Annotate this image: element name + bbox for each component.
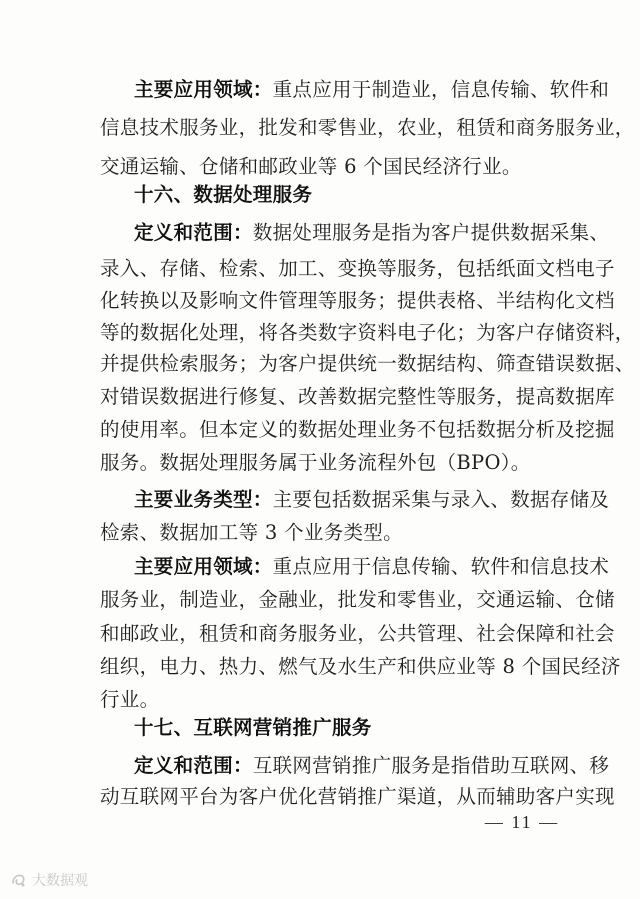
paragraph-line: 化转换以及影响文件管理等服务；提供表格、半结构化文档 xyxy=(100,289,615,312)
paragraph-line: 检索、数据加工等 3 个业务类型。 xyxy=(100,521,403,544)
paragraph-line xyxy=(134,221,610,245)
page-number: — 11 — xyxy=(484,812,560,832)
paragraph-line: 服务。数据处理服务属于业务流程外包（BPO）。 xyxy=(100,451,531,474)
paragraph-line: 信息技术服务业，批发和零售业，农业，租赁和商务服务业， xyxy=(100,116,635,139)
paragraph-label: 主要应用领域： xyxy=(134,78,273,101)
paragraph-line: 录入、存储、检索、加工、变换等服务，包括纸面文档电子 xyxy=(100,257,615,280)
paragraph-line: 和邮政业，租赁和商务服务业，公共管理、社会保障和社会 xyxy=(100,622,615,645)
paragraph-text: 主要包括数据采集与录入、数据存储及 xyxy=(272,488,610,511)
paragraph-line: 动互联网平台为客户优化营销推广渠道，从而辅助客户实现 xyxy=(100,785,615,808)
paragraph-line: 交通运输、仓储和邮政业等 6 个国民经济行业。 xyxy=(100,155,522,178)
paragraph-text: 互联网营销推广服务是指借助互联网、移 xyxy=(252,754,610,777)
paragraph-line: 对错误数据进行修复、改善数据完整性等服务，提高数据库 xyxy=(100,385,615,408)
section-heading: 十六、数据处理服务 xyxy=(134,183,313,206)
paragraph-label: 定义和范围： xyxy=(134,754,253,777)
paragraph-text: 重点应用于制造业，信息传输、软件和 xyxy=(272,78,610,101)
paragraph-line xyxy=(134,78,610,102)
paragraph-line: 行业。 xyxy=(100,688,160,711)
paragraph-label: 定义和范围： xyxy=(134,221,253,244)
paragraph-text: 数据处理服务是指为客户提供数据采集、 xyxy=(252,221,610,244)
watermark xyxy=(10,868,88,892)
paragraph-line xyxy=(134,555,610,579)
paragraph-line: 的使用率。但本定义的数据处理业务不包括数据分析及挖掘 xyxy=(100,418,615,441)
paragraph-line xyxy=(134,488,610,512)
paragraph-label: 主要业务类型： xyxy=(134,488,273,511)
paragraph-label: 主要应用领域： xyxy=(134,555,273,578)
paragraph-line xyxy=(134,754,610,778)
paragraph-line: 等的数据化处理，将各类数字资料电子化；为客户存储资料， xyxy=(100,321,635,344)
paragraph-line: 并提供检索服务；为客户提供统一数据结构、筛查错误数据、 xyxy=(100,352,635,375)
paragraph-line: 服务业，制造业，金融业，批发和零售业，交通运输、仓储 xyxy=(100,588,615,611)
watermark-text: 大数据观 xyxy=(32,873,88,889)
brand-logo-icon xyxy=(10,871,28,889)
section-heading: 十七、互联网营销推广服务 xyxy=(134,716,372,739)
paragraph-text: 重点应用于信息传输、软件和信息技术 xyxy=(272,555,610,578)
paragraph-line: 组织，电力、热力、燃气及水生产和供应业等 8 个国民经济 xyxy=(100,655,621,678)
